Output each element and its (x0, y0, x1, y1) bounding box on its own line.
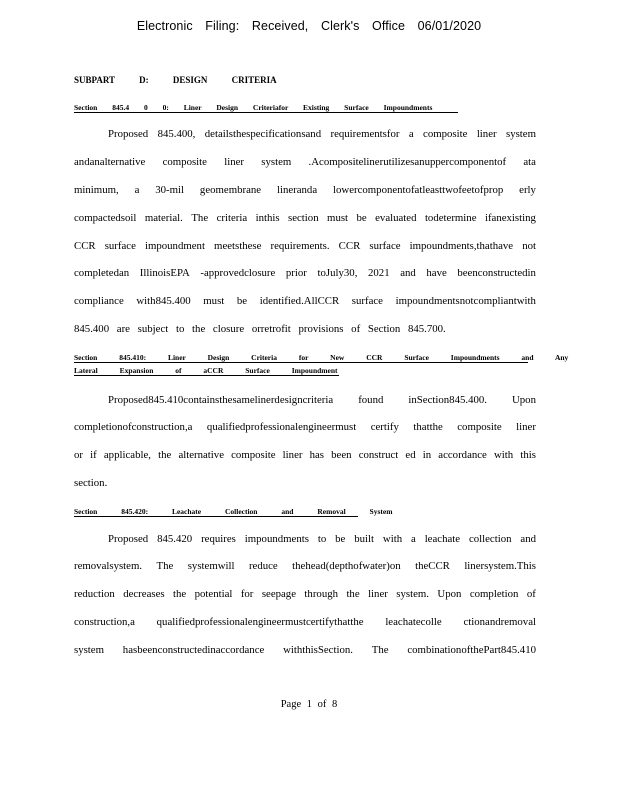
word: surface (351, 295, 383, 307)
paragraph-line (74, 184, 536, 197)
word: Proposed (108, 533, 149, 545)
paragraph-line (74, 156, 536, 169)
paragraph-line: section. (74, 477, 108, 489)
word: meetsthese (214, 240, 262, 252)
word: if (90, 449, 97, 461)
word: has (309, 449, 325, 461)
subpart-heading: SUBPART D: DESIGN CRITERIA (74, 75, 277, 85)
paragraph-line (108, 533, 536, 546)
word: liner (224, 156, 245, 168)
word: a (408, 128, 414, 140)
word: surface (104, 240, 136, 252)
word: be (335, 533, 346, 545)
word: impoundment (144, 240, 205, 252)
word: inSection845.400. (408, 394, 487, 406)
word: the (172, 588, 187, 600)
paragraph-line (74, 267, 536, 280)
word: lineranda (276, 184, 318, 196)
section-heading: Section 845.420: Leachate Collection and Removal System (74, 507, 393, 516)
word: 845.400, (157, 128, 196, 140)
word: in (422, 449, 432, 461)
word: a (134, 184, 140, 196)
paragraph-line (108, 394, 536, 407)
word: erly (519, 184, 536, 196)
word: impoundments,thathave (409, 240, 514, 252)
word: CCR (74, 240, 96, 252)
word: reduce (248, 560, 278, 572)
word: reduction (74, 588, 115, 600)
word: leachate (424, 533, 461, 545)
word: 845.420 (157, 533, 193, 545)
word: beenconstructedin (457, 267, 536, 279)
word: ctionandremoval (463, 616, 536, 628)
word: 2021 (368, 267, 390, 279)
word: must (327, 212, 349, 224)
word: prior (285, 267, 307, 279)
word: composite (162, 156, 207, 168)
word: composite (457, 421, 502, 433)
word: .Acompositelinerutilizesanuppercomponentof (308, 156, 507, 168)
word: lowercomponentofatleasttwofeetofprop (333, 184, 504, 196)
word: a (411, 533, 416, 545)
section-heading: Section 845.4 0 0: Liner Design Criteriafor Existing Surface Impoundments (74, 103, 458, 113)
word: requirementsfor (330, 128, 400, 140)
word: theCCR (415, 560, 450, 572)
word: systemwill (187, 560, 235, 572)
word: must (203, 295, 225, 307)
word: liner (516, 421, 536, 433)
word: requires (201, 533, 236, 545)
word: ed (405, 449, 416, 461)
word: system. (396, 588, 429, 600)
word: material. (144, 212, 183, 224)
word: and (520, 533, 536, 545)
word: requirements. (270, 240, 330, 252)
word: toJuly30, (317, 267, 358, 279)
word: completion (469, 588, 519, 600)
word: built (354, 533, 375, 545)
word: section (288, 212, 319, 224)
word: CCR (338, 240, 361, 252)
word: been (331, 449, 352, 461)
word: The (371, 644, 389, 656)
word: liner (282, 449, 303, 461)
word: The (156, 560, 174, 572)
word: construct (358, 449, 399, 461)
paragraph-line (74, 588, 536, 601)
word: The (191, 212, 209, 224)
word: evaluated (375, 212, 417, 224)
word: geomembrane (199, 184, 262, 196)
word: accordance (438, 449, 487, 461)
word: potential (194, 588, 233, 600)
word: the (346, 588, 360, 600)
paragraph-line (108, 128, 536, 141)
word: the (158, 449, 172, 461)
word: identified.AllCCR (259, 295, 340, 307)
word: compactedsoil (74, 212, 137, 224)
word: impoundmentsnotcompliantwith (395, 295, 536, 307)
word: criteria (216, 212, 248, 224)
word: have (426, 267, 447, 279)
word: combinationofthePart845.410 (407, 644, 536, 656)
word: this (520, 449, 536, 461)
word: decreases (123, 588, 165, 600)
paragraph-line: 845.400 are subject to the closure orretrofit provisions of Section 845.700. (74, 323, 446, 335)
word: liner (368, 588, 388, 600)
word: thatthe (413, 421, 443, 433)
word: or (74, 449, 83, 461)
word: minimum, (74, 184, 119, 196)
paragraph-line (74, 421, 536, 434)
word: impoundments (244, 533, 309, 545)
word: ifanexisting (484, 212, 536, 224)
word: be (356, 212, 367, 224)
filing-header: Electronic Filing: Received, Clerk's Office 06/01/2020 (136, 19, 482, 33)
paragraph-line (74, 212, 536, 225)
word: with (493, 449, 514, 461)
paragraph-line (74, 616, 536, 629)
word: to (317, 533, 327, 545)
word: Upon (511, 394, 536, 406)
paragraph-line (74, 644, 536, 657)
word: applicable, (103, 449, 151, 461)
word: detailsthespecificationsand (204, 128, 322, 140)
word: surface (369, 240, 401, 252)
word: of (526, 588, 536, 600)
word: -approvedclosure (200, 267, 276, 279)
paragraph-line (74, 295, 536, 308)
word: completedan (74, 267, 130, 279)
word: completionofconstruction,a (74, 421, 193, 433)
word: composite (423, 128, 468, 140)
section-heading: Section 845.410: Liner Design Criteria for New CCR Surface Impoundments and Any (74, 353, 569, 362)
word: seepage (261, 588, 296, 600)
word: qualifiedprofessionalengineermustcertifythatthe (156, 616, 364, 628)
word: found (358, 394, 384, 406)
word: 30-mil (155, 184, 185, 196)
word: construction,a (74, 616, 135, 628)
word: Upon (437, 588, 462, 600)
word: system (506, 128, 536, 140)
word: for (240, 588, 254, 600)
word: Proposed (108, 128, 149, 140)
word: system (261, 156, 292, 168)
word: and (400, 267, 416, 279)
word: Proposed845.410containsthesamelinerdesigncriteria (108, 394, 334, 406)
word: andanalternative (74, 156, 146, 168)
paragraph-line (74, 240, 536, 253)
word: not (522, 240, 536, 252)
word: system (74, 644, 104, 656)
word: qualifiedprofessionalengineermust (206, 421, 357, 433)
page-number: Page 1 of 8 (280, 699, 338, 710)
paragraph-line (74, 560, 536, 573)
word: ata (523, 156, 536, 168)
word: with845.400 (136, 295, 191, 307)
paragraph-line (74, 449, 536, 462)
section-heading: Lateral Expansion of aCCR Surface Impoundment (74, 366, 338, 375)
word: inthis (255, 212, 280, 224)
word: through (304, 588, 339, 600)
word: todetermine (424, 212, 477, 224)
word: liner (476, 128, 497, 140)
word: collection (468, 533, 512, 545)
word: removalsystem. (74, 560, 143, 572)
word: leachatecolle (385, 616, 442, 628)
word: IllinoisEPA (139, 267, 190, 279)
word: certify (370, 421, 399, 433)
word: be (236, 295, 248, 307)
word: withthisSection. (283, 644, 353, 656)
word: hasbeenconstructedinaccordance (122, 644, 265, 656)
word: composite (231, 449, 276, 461)
word: alternative (178, 449, 224, 461)
word: linersystem.This (464, 560, 536, 572)
word: with (382, 533, 403, 545)
word: thehead(depthofwater)on (292, 560, 401, 572)
word: compliance (74, 295, 124, 307)
